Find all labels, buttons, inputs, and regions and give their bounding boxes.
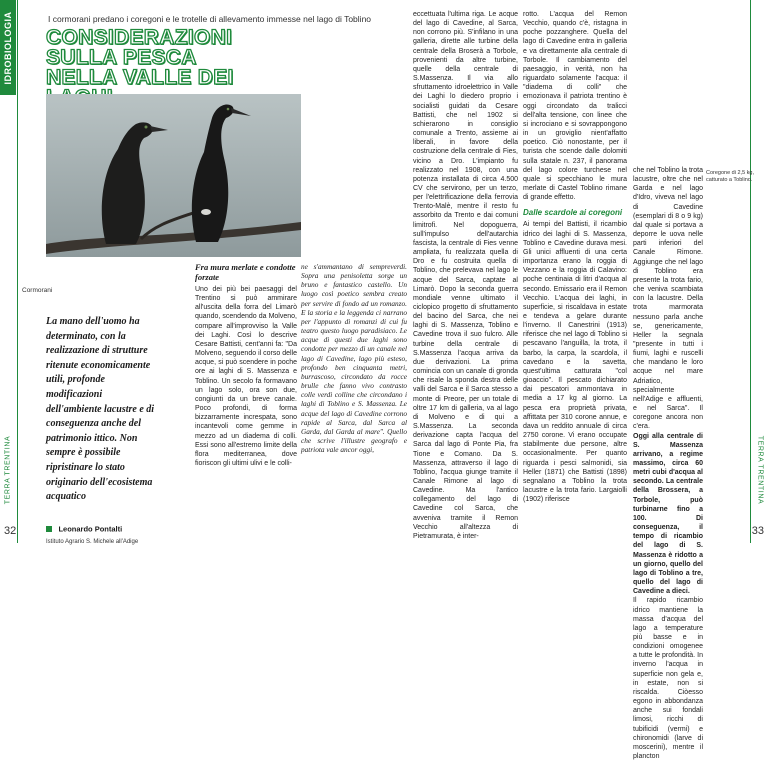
column-1-body: Uno dei più bei paesaggi del Trentino si può ammirare all'uscita della forra del Limarò quando, scendendo da Molveno, compare all'improvviso la Valle dei Laghi. Così lo descrive Cesare Battisti, cent'anni fa: "Da Molveno, seguendo il corso delle acque, si può scendere in poche ore ai laghi di S. Massenza e Toblino. Un secolo fa formavano un lago solo, ora son due, congiunti da un breve canale. Poco profondi, di forma bizzarramente increspata, sono incantevoli come gemme in mezzo ad un diadema di colli. Essi sono all'estremo limite della flora mediterranea, dove fioriscon gli ultimi ulivi e le colli-: [195, 286, 297, 467]
fish-caption: Coregone di 2,5 kg, catturato a Toblino.: [706, 170, 755, 183]
author-block: [46, 520, 176, 545]
lead-quote: La mano dell'uomo ha determinato, con la realizzazione di strutture ritenute economicamente utili, profonde modificazioni dell'ambiente lacustre e di conseguenza anche del patrimonio ittico. Non sempre è possibile ripristinare lo stato originario dell'ecosistema acquatico: [46, 316, 155, 503]
column-5-body: che nel Toblino la trota lacustre, oltre che nel Garda e nel lago d'Idro, viveva nel lago di Cavedine (esemplari di 8 o 9 kg) dal quale si portava a deporre le uova nelle parti inferiori del Canale Rimone. Aggiunge che nel lago di Toblino era presente la trota fario, che veniva scambiata con la lacustre. Della trota marmorata nessuno parla anche se, genericamente, Heller la segnala "presente in tutti i fiumi, laghi e ruscelli che mandano le loro acque nel mare Adriatico, specialmente nell'Adige e affluenti, e nel Sarca". Il coregone ancora non c'era.: [633, 167, 703, 431]
text-column-5: [633, 166, 703, 760]
text-column-2: [301, 262, 407, 537]
column-2-body: ne s'ammantano di sempreverdi. Sopra una penisoletta sorge un bruno e fantastico castello. Un luogo così poetico sembra creato per servire di fondo ad un romanzo. E la storia e la leggenda ci narrano per l'appunto di romanzi di cui fu teatro questo luogo paradisiaco. Le acque di questi due laghi sono condotte per mezzo di un canale nel lago di Cavedine, lago più esteso, profondo ben cinquanta metri, burrascoso, circondato da rocce brulle che fanno vivo contrasto colle verdi colline che circondano i laghi di Toblino e S. Massenza. Le acque del lago di Cavedine corrono rapide al Sarca, dal Sarca al Garda, dal Garda al mare". Quello che scrive l'illustre geografo e patriota vale ancor oggi,: [301, 262, 407, 455]
column-5-highlight: Oggi alla centrale di S. Massenza arrivano, a regime massimo, circa 60 metri cubi d'acqua al secondo. La centrale della Brossera, a Torbole, può turbinarne fino a 100. Di conseguenza, il tempo di ricambio del lago di S. Massenza è ridotto a un giorno, quello del lago di Toblino a tre, quello del lago di Cavedine a dieci.: [633, 432, 703, 596]
page-number-left: 32: [4, 525, 17, 537]
section-heading-scardole: Dalle scardole ai coregoni: [523, 208, 623, 218]
cormorants-illustration: [46, 94, 301, 257]
column-3-body: eccettuata l'ultima riga. Le acque del lago di Cavedine, al Sarca, non corrono più. S'infilano in una galleria, dirette alle turbine della centrale della Broserà a Torbole, provenienti da altre turbine, quelle della centrale di S.Massenza. Il via allo sfruttamento idroelettrico in Valle dei Laghi lo diedero proprio i socialisti guidati da Cesare Battisti, che nel 1902 si schierarono in consiglio comunale a Trento, assieme ai liberali, in favore della costruzione della centrale di Fies, vicino a Dro. L'impianto fu realizzato nel 1908, con una potenza installata di circa 4.500 CV che servirono, per un terzo, per l'elettrificazione della ferrovia Trento-Malè, mentre il resto fu assorbito da Trento e dai comuni limitrofi. Nel dopoguerra, sull'impulso dell'autarchia fascista, la centrale di Fies venne ampliata, fu realizzata quella di Dro e fu costruita quella di Toblino, che prelevava nel lago le acque del Sarca, captate al Limarò. Dopo la seconda guerra mondiale venne ultimato il ciclopico progetto di sfruttamento del bacino del Sarca, che nei laghi di S. Massenza, Toblino e Cavedine trova il suo fulcro. Alle turbine della centrale di S.Massenza l'acqua arriva da due derivazioni. La prima comincia con un canale di gronda che risale la sponda destra delle valli del Sarca e il Sarca stesso a monte di Preore, per un totale di oltre 17 km di galleria, va al lago di Molveno e di qui a S.Massenza. La seconda derivazione capta l'acqua del Sarca dal lago di Ponte Pia, fra Tione e Comano. Da S. Massenza, attraverso il lago di Toblino, l'acqua giunge tramite il Canale Rimone al lago di Cavedine. Ma l'antico collegamento del lago di Cavedine col Sarca, che avveniva tramite il Remon Vecchio all'altezza di Pietramurata, è inter-: [413, 11, 518, 540]
right-margin-rule: [750, 0, 751, 543]
photo-caption: Cormorani: [22, 287, 53, 294]
author-name: Leonardo Pontalti: [58, 524, 123, 534]
cormorants-photo: [46, 94, 301, 257]
side-label-right: TERRA TRENTINA: [756, 435, 764, 505]
left-margin-rule: [17, 0, 18, 543]
section-tab-label: IDROBIOLOGIA: [3, 11, 13, 84]
section-heading-mura-merlate: Fra mura merlate e condotte forzate: [195, 262, 296, 282]
side-label-left: TERRA TRENTINA: [4, 435, 12, 505]
author-bullet-icon: [46, 526, 52, 532]
text-column-1: [195, 262, 297, 537]
article-subtitle: I cormorani predano i coregoni e le trotelle di allevamento immesse nel lago di Toblino: [48, 14, 372, 24]
title-line-1: CONSIDERAZIONI: [46, 26, 233, 49]
text-column-4: [523, 10, 627, 537]
section-tab: [0, 0, 16, 95]
title-line-3: NELLA VALLE DEI: [46, 66, 234, 89]
title-line-2: SULLA PESCA: [46, 46, 197, 69]
author-affiliation: Istituto Agrario S. Michele all'Adige: [46, 539, 139, 545]
column-4-body-2: Ai tempi del Battisti, il ricambio idrico dei laghi di S. Massenza, Toblino e Cavedine durava mesi. Gli unici affluenti di una certa importanza erano la roggia di Vezzano e la roggia di Calavino: poche centinaia di litri d'acqua al secondo. Emissario era il Remon Vecchio. L'acqua dei laghi, in superficie, si riscaldava in estate e tendeva a gelare durante l'inverno. Il Canestrini (1913) riferisce che nel lago di Toblino si pescavano l'anguilla, la trota, il barbo, la carpa, la scardola, il cavedano e la savetta, quest'ultima catturata "col gioaccio". Il pescato dichiarato dai pescatori ammontava in media a 17 kg al giorno. La pesca era proprietà privata, affittata per 310 corone annue, e dava un reddito annuale di circa 2750 corone. Vi erano occupate stabilmente due persone, altre occasionalmente. Per quanto riguarda i pesci salmonidi, sia Heller (1871) che Battisti (1898) segnalano a Toblino la trota lacustre e la trota fario. Largaiolli (1902) riferisce: [523, 221, 627, 504]
column-5-body-2: Il rapido ricambio idrico mantiene la massa d'acqua del lago a temperature più basse e in condizioni omogenee a tutte le profondità. In inverno l'acqua in superficie non gela e, in estate, non si riscalda. Ciòesso egono in abbondanza anche sui fondali limosi, ricchi di tubificidi (vermi) e chironomidi (larve di moscerini), mentre il plancton: [633, 597, 703, 760]
text-column-3: [413, 10, 518, 540]
column-4-body: rotto. L'acqua del Remon Vecchio, quando c'è, ristagna in poche pozzanghere. Quella del lago di Cavedine entra in galleria e va direttamente alla centrale di Torbole. Il cambiamento del paesaggio, in verità, non ha riguardato solamente l'acqua: il "diadema di colli" che emozionava il patriota trentino è oggi circondato da tralicci dell'alta tensione, con linee che si incrociano e si sovrappongono in un groviglio nient'affatto poetico. Ciò nonostante, per il turista che scende dalle dolomiti sulla statale n. 237, il panorama del lago colore turchese nel quale si specchiano le mura merlate di Castel Toblino rimane di grande effetto.: [523, 11, 627, 202]
page-number-right: 33: [751, 525, 764, 537]
